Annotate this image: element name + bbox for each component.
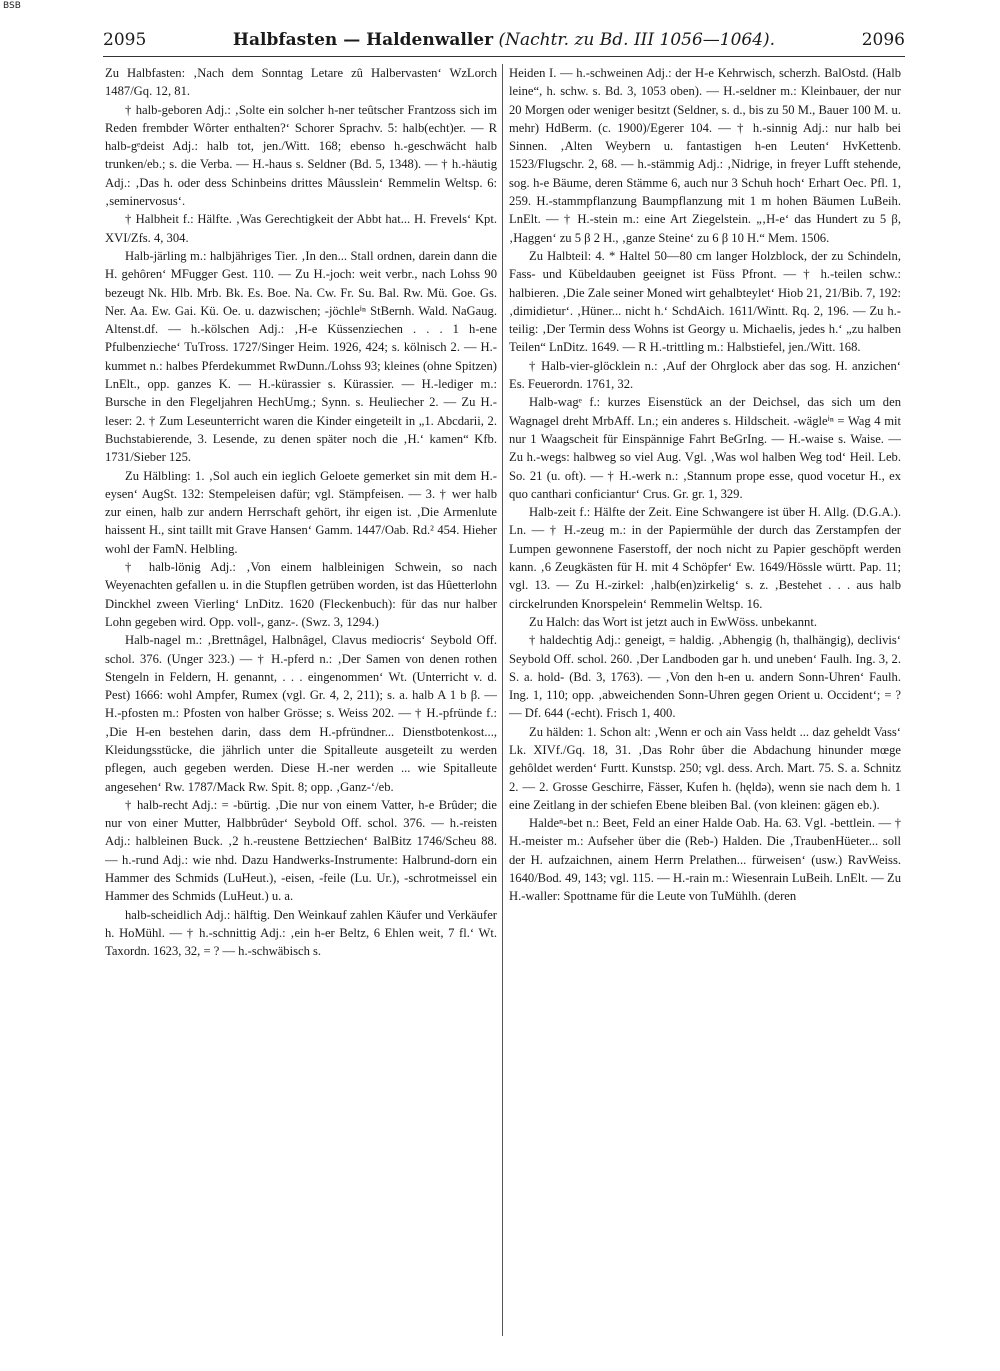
entry: Zu Hälbling: 1. ‚Sol auch ein ieglich Geloete gemerket sin mit dem H.-eysen‘ AugSt. 132: Stempeleisen dafür; vgl. Stämpfeisen. — 3. † wer halb zur einen, halb zur andern Herrschaft gehört, ihr eigen ist. ‚Die Armenlute haissent H., sint taillt mit Grave Hansen‘ Gamm. 1447/Oab. Rd.² 454. Hieher wohl der FamN. Helbling. [105, 468, 497, 556]
page-number-right: 2096 [861, 30, 905, 50]
entry: Zu Halch: das Wort ist jetzt auch in EwWöss. unbekannt. [529, 614, 817, 629]
column-divider [502, 64, 503, 1336]
left-column [105, 64, 497, 1336]
entry: † Halb-vier-glöcklein n.: ‚Auf der Ohrglock aber das sog. H. anzichen‘ Es. Feuerordn. 1761, 32. [509, 358, 901, 392]
running-title [103, 30, 905, 50]
entry: † Halbheit f.: Hälfte. ‚Was Gerechtigkeit der Abbt hat... H. Frevels‘ Kpt. XVI/Zfs. 4, 304. [105, 212, 497, 245]
entry: Halb-zeit f.: Hälfte der Zeit. Eine Schwangere ist über H. Allg. (D.G.A.). Ln. — † H.-zeug m.: in der Papiermühle der durch das Zerstampfen der Lumpen gewonnene Faserstoff, der noch nicht zu Papier geschöpft werden kann. ‚6 Zeugkästen für H. mit 4 Schöpfer‘ Ew. 1649/Hössle württ. Pap. 11; vgl. 13. — Zu H.-zirkel: ‚halb(en)zirkelig‘ s. z. ‚Bestehet . . . aus halb circkelrunden Knorspelein‘ Remmelin Weltsp. 16. [509, 505, 901, 611]
entry: halb-scheidlich Adj.: hälftig. Den Weinkauf zahlen Käufer und Verkäufer h. HoMühl. — † h.-schnittig Adj.: ‚ein h-er Beltz, 6 Ehlen weit, 7 fl.‘ Wt. Taxordn. 1623, 32, = ? — h.-schwäbisch s. [105, 907, 497, 959]
entry: † haldechtig Adj.: geneigt, = haldig. ‚Abhengig (h, thalhängig), declivis‘ Seybold Off. schol. 260. ‚Der Landboden gar h. und uneben‘ Faulh. Ing. 3, 2. S. a. hold- (Bd. 3, 1763). — ‚Von den h-en u. andern Sonn-Uhren‘ Faulh. Ing. 1, 110; opp. ‚abweichenden Sonn-Uhren gegen Orient u. Occident‘; = ? — Df. 644 (-echt). Frisch 1, 400. [509, 633, 901, 721]
entry: Zu Halbfasten: ‚Nach dem Sonntag Letare zû Halbervasten‘ WzLorch 1487/Gq. 12, 81. [105, 66, 497, 99]
entry: † halb-lönig Adj.: ‚Von einem halbleinigen Schwein, so nach Weyenachten gefallen u. in die Stupflen getrüben worden, ist das Hûetterlohn Dinckhel zween Vierling‘ LnDitz. 1620 (Fleckenbuch): für das nur halber Lohn gegeben wird. Opp. voll-, ganz-. (Swz. 3, 1294.) [105, 560, 497, 629]
entry: Halb-wagᵉ f.: kurzes Eisenstück an der Deichsel, das sich um den Wagnagel dreht MrbAff. Ln.; ein anderes s. Hildscheit. -wägleⁱⁿ = Wag 4 mit nur 1 Waagscheit für Einspännige Fahrt BeGrIng. — H.-waise s. Waise. — Zu h.-wegs: halbweg so viel Aug. Vgl. ‚Was wol halben Weg tod‘ Heil. Leb. So. 21 (u. oft). — † H.-werk n.: ‚Stannum prope esse, quod vocetur H., ex quo canthari conficiantur‘ Crus. Gr. gr. 1, 329. [509, 395, 901, 501]
running-title-sub: (Nachtr. zu Bd. III 1056—1064). [498, 30, 776, 50]
entry: † halb-recht Adj.: = -bürtig. ‚Die nur von einem Vatter, h-e Brûder; die nur von einer Mutter, Halbbrûder‘ Seybold Off. schol. 376. — h.-reisten Adj.: halbleinen Buck. ‚2 h.-reustene Bettziechen‘ BalBitz 1746/Scheu 88. — h.-rund Adj.: wie nhd. Dazu Handwerks-Instrumente: Halbrund-dorn ein Hammer des Schmids (LuHeut.), -eisen, -feile (Lu. Ur.), -schrotmeissel ein Hammer des Schmids (LuHeut.) u. a. [105, 797, 497, 904]
library-stamp: BSB [3, 1, 21, 11]
entry: Zu Halbteil: 4. * Haltel 50—80 cm langer Holzblock, der zu Schindeln, Fass- und Kübeldauben geeignet ist Füss Pfront. — † h.-teilen schw.: halbieren. ‚Die Zale seiner Moned wirt gehalbteylet‘ Hiob 21, 21/Bib. 7, 192: ‚dimidietur‘. ‚Hüner... nicht h.‘ SchdAich. 1611/Wintt. Rq. 2, 196. — Zu h.-teilig: ‚Der Termin dess Wohns ist Georgy u. Michaelis, jedes h.‘ „zu halben Teilen“ LnDitz. 1649. — R H.-trittling m.: Halbstiefel, jen./Witt. 168. [509, 248, 901, 355]
right-column [509, 64, 901, 1336]
entry: Zu hälden: 1. Schon alt: ‚Wenn er och ain Vass heldt ... daz geheldt Vass‘ Lk. XIVf./Gq. 18, 31. ‚Das Rohr ûber die Abdachung hinunder mœge gehôldet werden‘ Furtt. Kunstsp. 250; vgl. dess. Arch. Mart. 75. S. a. Schnitz 2. — 2. Grosse Geschirre, Fässer, Kufen h. (hęldə), wenn sie nach dem h. 1 eine Zeitlang in der schiefen Ebene bleiben Bal. (von kleinen: gägen eb.). [509, 724, 901, 812]
entry: Halb-järling m.: halbjähriges Tier. ‚In den... Stall ordnen, darein dann die H. gehôren‘ MFugger Gest. 110. — Zu H.-joch: weit verbr., nach Lohss 90 bezeugt Nk. Hlb. Mrb. Bk. Es. Boe. Na. Cw. Fr. Su. Bal. Rw. Mü. Goe. Gs. Ner. Aa. Ew. Gai. Kü. Oe. u. dazwischen; -jöchleⁱⁿ StBernh. Wald. NaGaug. Altenst.df. — h.-kölschen Adj.: ‚H-e Küssenziechen . . . 1 h-ene Pfulbenzieche‘ TuTross. 1727/Singer Heim. 1926, 424; s. kölnisch 2. — H.-kummet n.: halbes Pferdekummet RwDunn./Lohss 93; kleines (ohne Spitzen) LnElt., opp. ganzes K. — H.-kürassier s. Kürassier. — H.-lediger m.: Bursche in den Flegeljahren HechUmg.; Synn. s. Heuliecher 2. — Zu H.-leser: 2. † Zum Leseunterricht waren die Kinder eingeteilt in „1. Abcdarii, 2. Buchstabierende, 3. Lesende, zu denen später noch die ‚H.‘ kamen“ Kfb. 1731/Sieber 125. [105, 248, 497, 465]
entry: Heiden I. — h.-schweinen Adj.: der H-e Kehrwisch, scherzh. BalOstd. (Halb leine“, h. schw. s. Bd. 3, 1053 oben). — H.-seldner m.: Kleinbauer, der nur 20 Morgen oder weniger besitzt (Seldner, s. d., bis zu 50 M., Bauer 100 M. u. mehr) HdBerm. (c. 1900)/Egerer 104. — † h.-sinnig Adj.: nur halb bei Sinnen. ‚Alten Weybern u. fantastigen h-en Leuten‘ HvKettenb. 1523/Flugschr. 2, 68. — h.-stämmig Adj.: ‚Nidrige, in freyer Lufft stehende, sog. h-e Bäume, deren Stämme 6, auch nur 3 Schuh hoch‘ Erhart Oec. Pfl. 1, 259. H.-stammpflanzung Baumpflanzung mit 1 m hohen Bäumen LuBeih. LnElt. — † H.-stein m.: eine Art Ziegelstein. „‚H-e‘ das Hundert zu 5 β, ‚Haggen‘ zu 5 β 2 H., ‚ganze Steine‘ zu 6 β 10 H.“ Mem. 1506. [509, 66, 901, 245]
page-number-left: 2095 [103, 30, 147, 50]
entry: Haldeⁿ-bet n.: Beet, Feld an einer Halde Oab. Ha. 63. Vgl. -bettlein. — † H.-meister m.: Aufseher über die (Reb-) Halden. Die ‚TraubenHüeter... soll der H. aufzaichnen, ainem Herrn Prelathen... fürweisen‘ (usw.) RavWeiss. 1640/Bod. 49, 143; vgl. 115. — H.-rain m.: Wiesenrain LuBeih. LnElt. — Zu H.-waller: Spottname für die Leute von TuMühlh. (deren [509, 816, 901, 904]
header-rule [103, 56, 905, 57]
entry: † halb-geboren Adj.: ‚Solte ein solcher h-ner teûtscher Frantzoss sich im Reden frembder Wôrter enthalten?‘ Schorer Sprachv. 5: halb(echt)er. — R halb-gᵉdeist Adj.: halb tot, jen./Witt. 168; ebenso h.-geschwächt halb trunken/eb.; s. die Verba. — H.-haus s. Seldner (Bd. 5, 1348). — † h.-häutig Adj.: ‚Das h. oder dess Schinbeins drittes Mâusslein‘ Remmelin Weltsp. 6: ‚seminervosus‘. [105, 102, 497, 209]
running-title-main: Halbfasten — Haldenwaller [232, 30, 494, 50]
entry: Halb-nagel m.: ‚Brettnâgel, Halbnâgel, Clavus mediocris‘ Seybold Off. schol. 376. (Unger 323.) — † H.-pferd n.: ‚Der Samen von denen rothen Stengeln in Feldern, H. genannt, . . . eingenommen‘ Wt. (Unterricht v. d. Pest) 1666: wohl Ampfer, Rumex (vgl. Gr. 4, 2, 211); s. a. halb A 1 b β. — H.-pfosten m.: Pfosten von halber Grösse; s. Weiss 202. — † H.-pfründe f.: ‚Die H-en bestehen darin, dass dem H.-pfründner... Dienstbotenkost..., Kleidungsstücke, die jährlich unter die Spitalleute ausgeteilt zu werden pflegen, auch gegeben werden. Diese H.-ner werden ... wie Spitalleute angesehen‘ Rw. 1787/Mack Rw. Spit. 8; opp. ‚Ganz-‘/eb. [105, 633, 497, 794]
